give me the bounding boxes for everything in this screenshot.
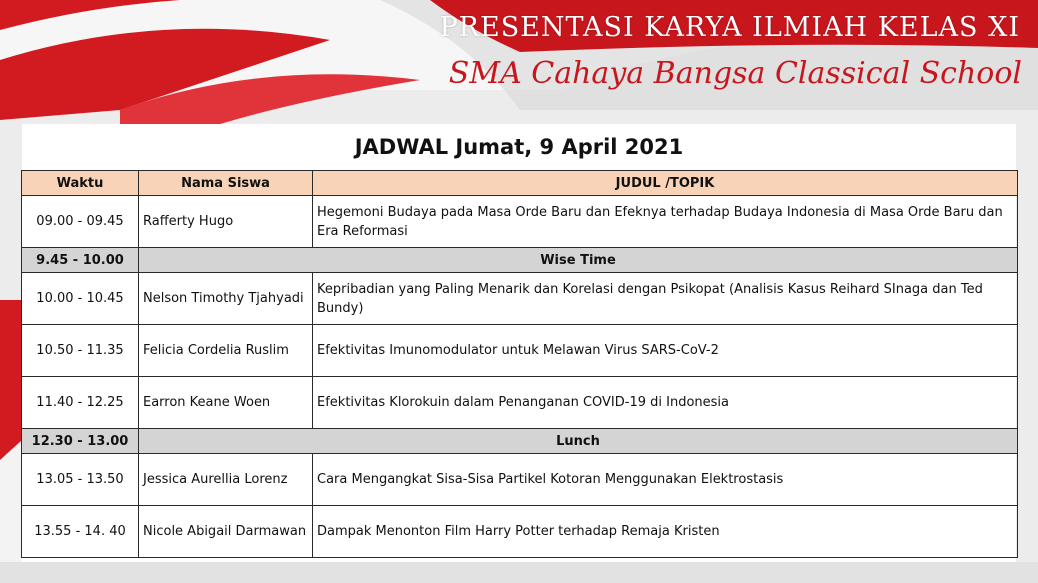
presentation-title: PRESENTASI KARYA ILMIAH KELAS XI bbox=[439, 12, 1020, 43]
schedule-title: JADWAL Jumat, 9 April 2021 bbox=[354, 135, 684, 159]
table-header-row bbox=[22, 171, 1018, 196]
table-row bbox=[22, 196, 1018, 248]
time-cell: 13.55 - 14. 40 bbox=[22, 506, 139, 558]
schedule-table bbox=[21, 170, 1018, 558]
break-row bbox=[22, 248, 1018, 273]
column-header-name: Nama Siswa bbox=[139, 171, 313, 196]
student-name-cell: Rafferty Hugo bbox=[139, 196, 313, 248]
topic-cell: Efektivitas Imunomodulator untuk Melawan Virus SARS-CoV-2 bbox=[313, 325, 1018, 377]
time-cell: 11.40 - 12.25 bbox=[22, 377, 139, 429]
break-label: Wise Time bbox=[139, 248, 1018, 273]
column-header-topic: JUDUL /TOPIK bbox=[313, 171, 1018, 196]
student-name-cell: Nelson Timothy Tjahyadi bbox=[139, 273, 313, 325]
break-label: Lunch bbox=[139, 429, 1018, 454]
student-name-cell: Earron Keane Woen bbox=[139, 377, 313, 429]
topic-cell: Efektivitas Klorokuin dalam Penanganan COVID-19 di Indonesia bbox=[313, 377, 1018, 429]
student-name-cell: Felicia Cordelia Ruslim bbox=[139, 325, 313, 377]
time-cell: 9.45 - 10.00 bbox=[22, 248, 139, 273]
topic-cell: Hegemoni Budaya pada Masa Orde Baru dan Efeknya terhadap Budaya Indonesia di Masa Orde Baru dan Era Reformasi bbox=[313, 196, 1018, 248]
break-row bbox=[22, 429, 1018, 454]
schedule-panel bbox=[22, 124, 1016, 562]
table-row bbox=[22, 506, 1018, 558]
time-cell: 13.05 - 13.50 bbox=[22, 454, 139, 506]
time-cell: 12.30 - 13.00 bbox=[22, 429, 139, 454]
time-cell: 09.00 - 09.45 bbox=[22, 196, 139, 248]
table-row bbox=[22, 273, 1018, 325]
student-name-cell: Jessica Aurellia Lorenz bbox=[139, 454, 313, 506]
table-row bbox=[22, 377, 1018, 429]
topic-cell: Kepribadian yang Paling Menarik dan Korelasi dengan Psikopat (Analisis Kasus Reihard SInaga dan Ted Bundy) bbox=[313, 273, 1018, 325]
time-cell: 10.00 - 10.45 bbox=[22, 273, 139, 325]
time-cell: 10.50 - 11.35 bbox=[22, 325, 139, 377]
school-name: SMA Cahaya Bangsa Classical School bbox=[448, 56, 1022, 91]
table-row bbox=[22, 454, 1018, 506]
topic-cell: Dampak Menonton Film Harry Potter terhadap Remaja Kristen bbox=[313, 506, 1018, 558]
student-name-cell: Nicole Abigail Darmawan bbox=[139, 506, 313, 558]
column-header-time: Waktu bbox=[22, 171, 139, 196]
table-row bbox=[22, 325, 1018, 377]
topic-cell: Cara Mengangkat Sisa-Sisa Partikel Kotoran Menggunakan Elektrostasis bbox=[313, 454, 1018, 506]
